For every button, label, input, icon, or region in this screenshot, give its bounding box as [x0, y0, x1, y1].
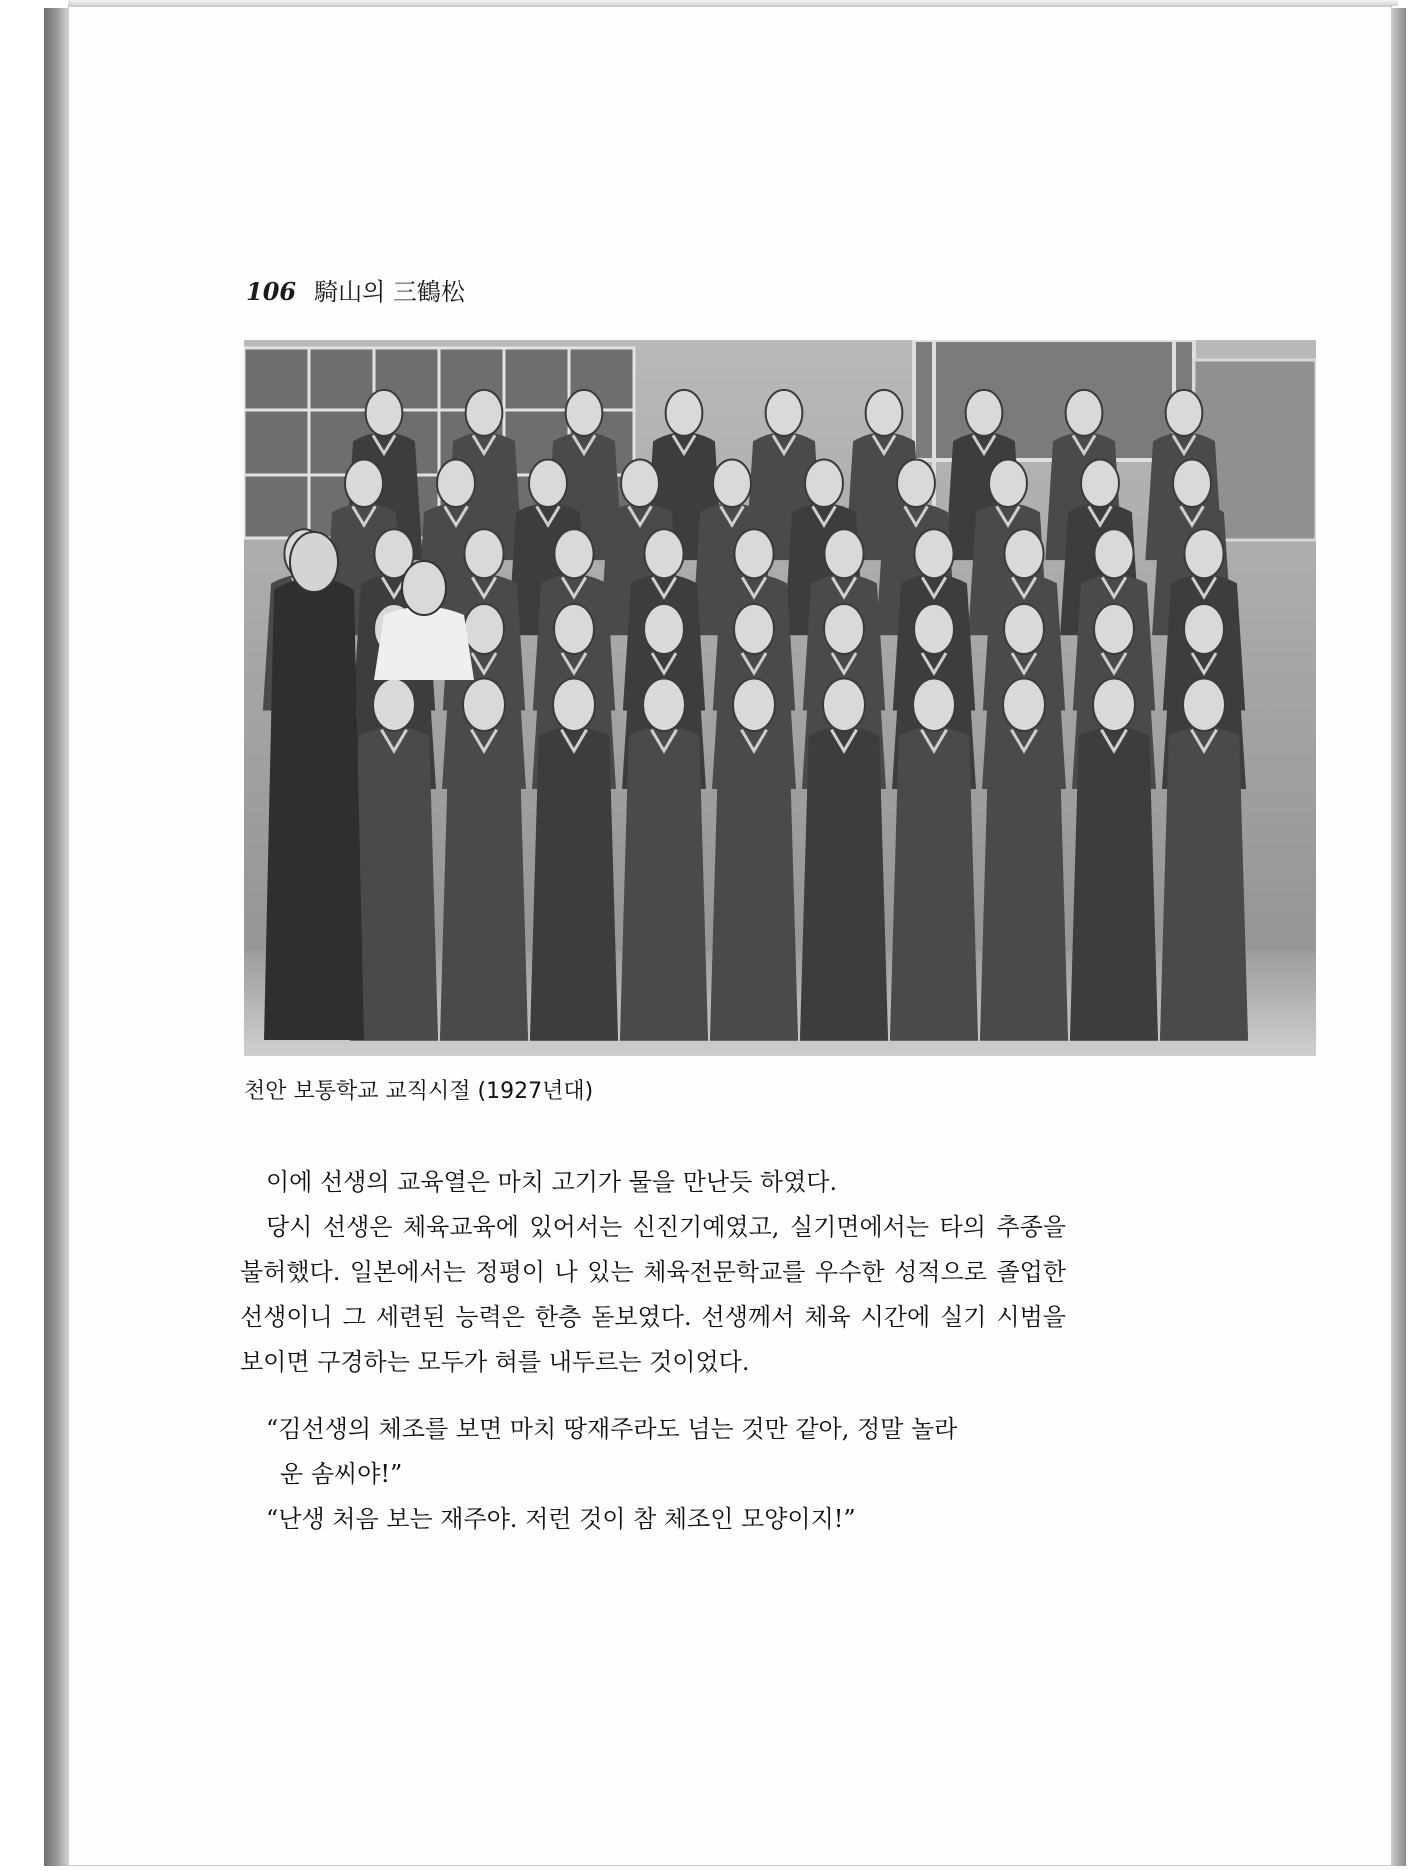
students [263, 390, 1248, 1041]
quote-line: “난생 처음 보는 재주야. 저런 것이 참 체조인 모양이지!” [266, 1505, 856, 1533]
body-text [240, 1160, 1066, 1542]
quote-line: “김선생의 체조를 보면 마치 땅재주라도 넘는 것만 같아, 정말 놀라 [266, 1415, 958, 1443]
group-photo-image [244, 340, 1316, 1056]
running-head [246, 272, 465, 307]
teacher-figure [264, 532, 364, 1040]
photo-caption: 천안 보통학교 교직시절 (1927년대) [244, 1079, 594, 1104]
group-photo [244, 340, 1316, 1056]
page-number: 106 [246, 277, 297, 306]
paragraph: 당시 선생은 체육교육에 있어서는 신진기예였고, 실기면에서는 타의 추종을 불허했다. 일본에서는 정평이 나 있는 체육전문학교를 우수한 성적으로 졸업한 선생이니 그 세련된 능력은 한층 돋보였다. 선생께서 체육 시간에 실기 시범을 보이면 구경하는 모두가 혀를 내두르는 것이었다. [240, 1213, 1066, 1376]
quote-block [240, 1407, 1066, 1542]
paragraph: 이에 선생의 교육열은 마치 고기가 물을 만난듯 하였다. [266, 1168, 838, 1196]
running-title: 騎山의 三鶴松 [314, 278, 465, 306]
quote-line: 운 솜씨야!” [280, 1460, 403, 1488]
